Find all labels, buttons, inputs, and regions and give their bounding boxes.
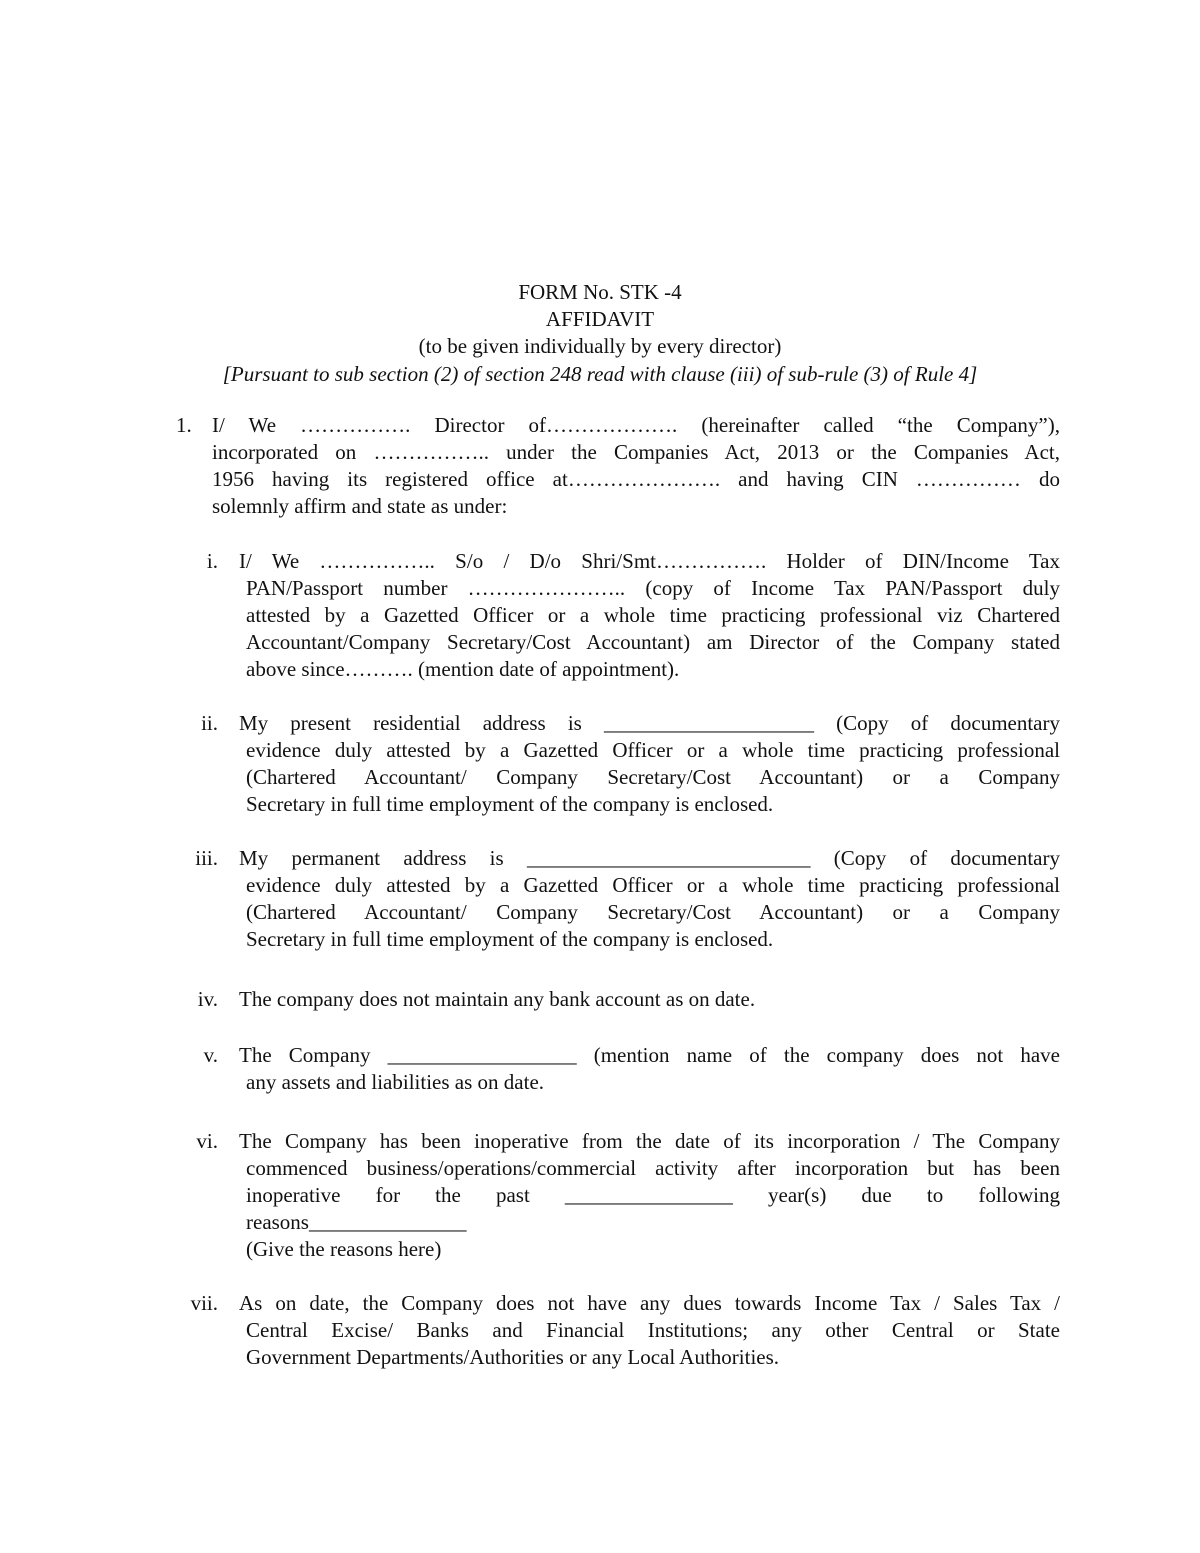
item-line: (Chartered Accountant/ Company Secretary/Cost Accountant) or a Company xyxy=(246,765,1060,789)
item-line: (Give the reasons here) xyxy=(246,1237,442,1261)
item-number: vi. xyxy=(196,1129,218,1153)
item-line: The Company __________________ (mention name of the company does not have xyxy=(239,1043,1060,1067)
item-line: attested by a Gazetted Officer or a whole time practicing professional viz Chartered xyxy=(246,603,1060,627)
item-line: inoperative for the past ________________ year(s) due to following xyxy=(246,1183,1060,1207)
item-line: PAN/Passport number ………………….. (copy of Income Tax PAN/Passport duly xyxy=(246,576,1060,600)
list-item-i xyxy=(150,548,1060,683)
item-line: Secretary in full time employment of the company is enclosed. xyxy=(246,927,774,951)
item-line: evidence duly attested by a Gazetted Officer or a whole time practicing professional xyxy=(246,738,1060,762)
item-line: As on date, the Company does not have any dues towards Income Tax / Sales Tax / xyxy=(239,1291,1060,1315)
item-line: commenced business/operations/commercial activity after incorporation but has been xyxy=(246,1156,1060,1180)
paragraph-1 xyxy=(176,412,1060,520)
paragraph-line: 1956 having its registered office at…………………. and having CIN …………… do xyxy=(212,467,1060,491)
item-number: iii. xyxy=(195,846,218,870)
item-line: evidence duly attested by a Gazetted Officer or a whole time practicing professional xyxy=(246,873,1060,897)
list-item-v xyxy=(150,1042,1060,1096)
item-line: Accountant/Company Secretary/Cost Accountant) am Director of the Company stated xyxy=(246,630,1060,654)
list-item-iv xyxy=(150,986,1060,1013)
item-number: vii. xyxy=(190,1291,218,1315)
item-line: above since………. (mention date of appointment). xyxy=(246,657,680,681)
item-line: any assets and liabilities as on date. xyxy=(246,1070,545,1094)
paragraph-number: 1. xyxy=(176,413,192,437)
paragraph-line: I/ We ……………. Director of………………. (hereinafter called “the Company”), xyxy=(212,413,1060,437)
list-item-ii xyxy=(150,710,1060,818)
list-item-iii xyxy=(150,845,1060,953)
form-number: FORM No. STK -4 xyxy=(518,280,682,304)
list-item-vi xyxy=(150,1128,1060,1263)
paragraph-line: solemnly affirm and state as under: xyxy=(212,494,508,518)
list-item-vii xyxy=(150,1290,1060,1371)
document-title: AFFIDAVIT xyxy=(545,307,655,331)
paragraph-line: incorporated on …………….. under the Companies Act, 2013 or the Companies Act, xyxy=(212,440,1060,464)
item-line: Central Excise/ Banks and Financial Institutions; any other Central or State xyxy=(246,1318,1060,1342)
item-number: ii. xyxy=(201,711,218,735)
item-line: (Chartered Accountant/ Company Secretary/Cost Accountant) or a Company xyxy=(246,900,1060,924)
item-line: The company does not maintain any bank account as on date. xyxy=(239,987,756,1011)
item-line: My present residential address is ____________________ (Copy of documentary xyxy=(239,711,1060,735)
item-number: i. xyxy=(206,549,218,573)
item-line: I/ We …………….. S/o / D/o Shri/Smt……………. Holder of DIN/Income Tax xyxy=(239,549,1060,573)
item-number: v. xyxy=(203,1043,218,1067)
item-line: Secretary in full time employment of the company is enclosed. xyxy=(246,792,774,816)
item-line: reasons_______________ xyxy=(246,1210,467,1234)
item-line: The Company has been inoperative from the date of its incorporation / The Company xyxy=(239,1129,1060,1153)
item-line: My permanent address is ___________________________ (Copy of documentary xyxy=(239,846,1060,870)
item-line: Government Departments/Authorities or any Local Authorities. xyxy=(246,1345,780,1369)
pursuant-note: [Pursuant to sub section (2) of section 248 read with clause (iii) of sub-rule (3) of Rule 4] xyxy=(222,362,978,386)
document-subtitle: (to be given individually by every director) xyxy=(418,334,782,358)
item-number: iv. xyxy=(197,987,218,1011)
